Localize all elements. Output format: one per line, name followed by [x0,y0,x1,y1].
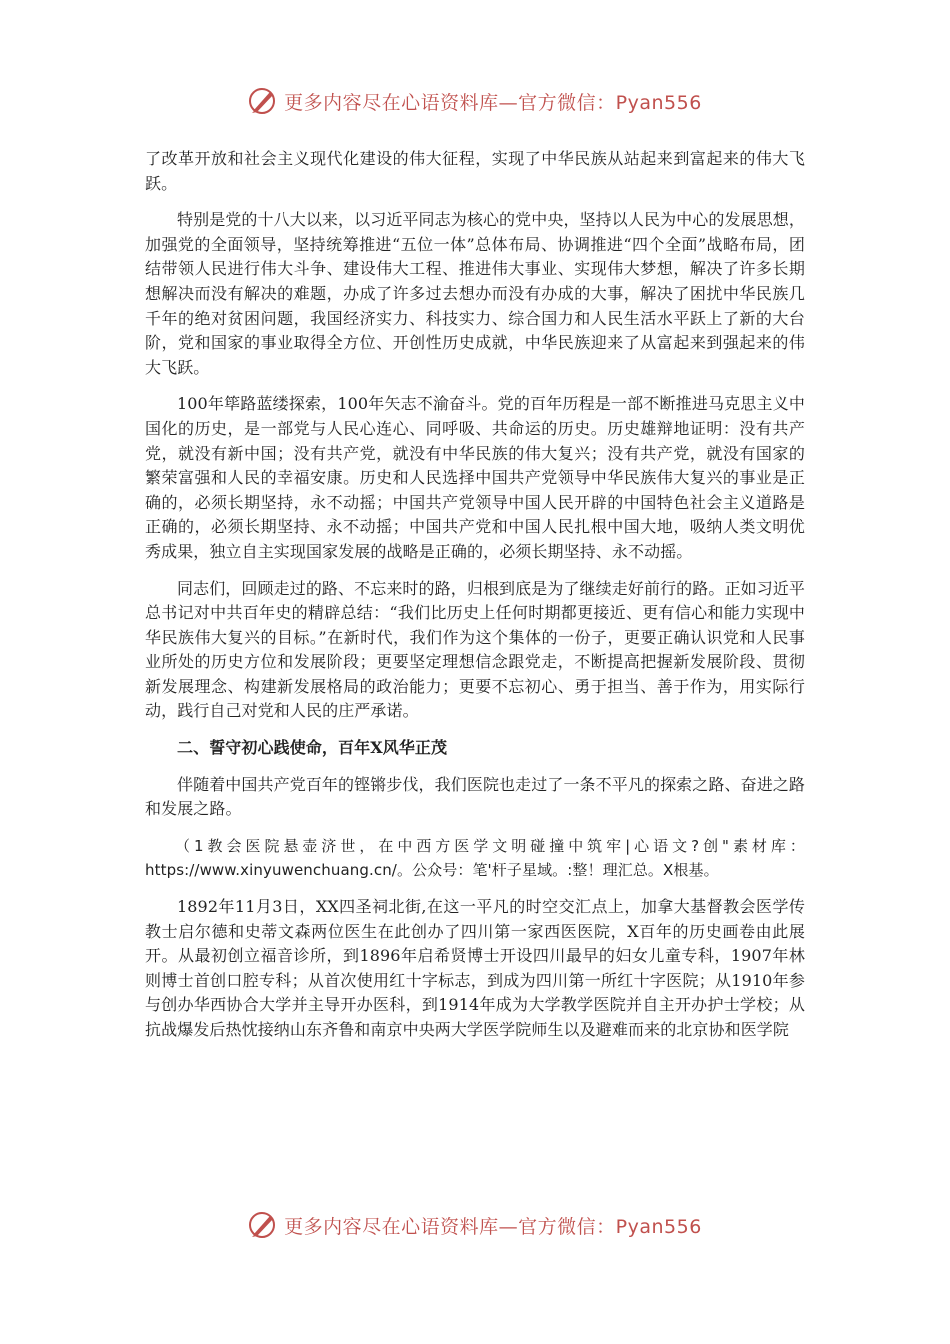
document-body [145,147,805,1055]
paragraph-100-years: 100年筚路蓝缕探索，100年矢志不渝奋斗。党的百年历程是一部不断推进马克思主义中国化的历史，是一部党与人民心连心、同呼吸、共命运的历史。历史雄辩地证明：没有共产党，就没有新中国；没有共产党，就没有中华民族的伟大复兴；没有共产党，就没有国家的繁荣富强和人民的幸福安康。历史和人民选择中国共产党领导中华民族伟大复兴的事业是正确的，必须长期坚持，永不动摇；中国共产党领导中国人民开辟的中国特色社会主义道路是正确的，必须长期坚持、永不动摇；中国共产党和中国人民扎根中国大地，吸纳人类文明优秀成果，独立自主实现国家发展的战略是正确的，必须长期坚持、永不动摇。 [145,394,805,561]
brush-logo-icon [248,86,278,116]
section-heading: 二、誓守初心践使命，百年X风华正茂 [177,738,448,758]
paragraph-comrades: 同志们，回顾走过的路、不忘来时的路，归根到底是为了继续走好前行的路。正如习近平总书记对中共百年史的精辟总结：“我们比历史上任何时期都更接近、更有信心和能力实现中华民族伟大复兴的目标。”在新时代，我们作为这个集体的一份子，更要正确认识党和人民事业所处的历史方位和发展阶段；更要坚定理想信念跟党走，不断提高把握新发展阶段、贯彻新发展理念、构建新发展格局的政治能力；更要不忘初心、勇于担当、善于作为，用实际行动，践行自己对党和人民的庄严承诺。 [145,578,805,721]
paragraph-18th-congress: 特别是党的十八大以来，以习近平同志为核心的党中央，坚持以人民为中心的发展思想，加强党的全面领导，坚持统筹推进“五位一体”总体布局、协调推进“四个全面”战略布局，团结带领人民进行伟大斗争、建设伟大工程、推进伟大事业、实现伟大梦想，解决了许多长期想解决而没有解决的难题，办成了许多过去想办而没有办成的大事，解决了困扰中华民族几千年的绝对贫困问题，我国经济实力、科技实力、综合国力和人民生活水平跃上了新的大台阶，党和国家的事业取得全方位、开创性历史成就，中华民族迎来了从富起来到强起来的伟大飞跃。 [145,210,805,377]
footer-wechat-id: Pyan556 [615,1215,702,1238]
header-banner [0,86,950,116]
footer-banner-text: 更多内容尽在心语资料库—官方微信：Pyan556 [284,1215,702,1238]
paragraph-hospital-path: 伴随着中国共产党百年的铿锵步伐，我们医院也走过了一条不平凡的探索之路、奋进之路和发展之路。 [145,774,805,819]
brush-logo-icon [248,1210,278,1240]
header-banner-text: 更多内容尽在心语资料库—官方微信：Pyan556 [284,91,702,114]
header-wechat-id: Pyan556 [615,91,702,114]
paragraph-1892: 1892年11月3日，XX四圣祠北街,在这一平凡的时空交汇点上，加拿大基督教会医学传教士启尔德和史蒂文森两位医生在此创办了四川第一家西医医院，X百年的历史画卷由此展开。从最初创立福音诊所，到1896年启希贤博士开设四川最早的妇女儿童专科，1907年林则博士首创口腔专科；从首次使用红十字标志，到成为四川第一所红十字医院；从1910年参与创办华西协合大学并主导开办医科，到1914年成为大学教学医院并自主开办护士学校；从抗战爆发后热忱接纳山东齐鲁和南京中央两大学医学院师生以及避难而来的北京协和医学院 [145,897,805,1039]
footer-banner [0,1210,950,1240]
paragraph-continuation: 了改革开放和社会主义现代化建设的伟大征程，实现了中华民族从站起来到富起来的伟大飞跃。 [145,149,805,193]
paragraph-note: （1教会医院悬壶济世，在中西方医学文明碰撞中筑牢|心语文?创"素材库：https://www.xinyuwenchuang.cn/。公众号：笔'杆子星域。:整！理汇总。X根基。 [145,836,805,880]
